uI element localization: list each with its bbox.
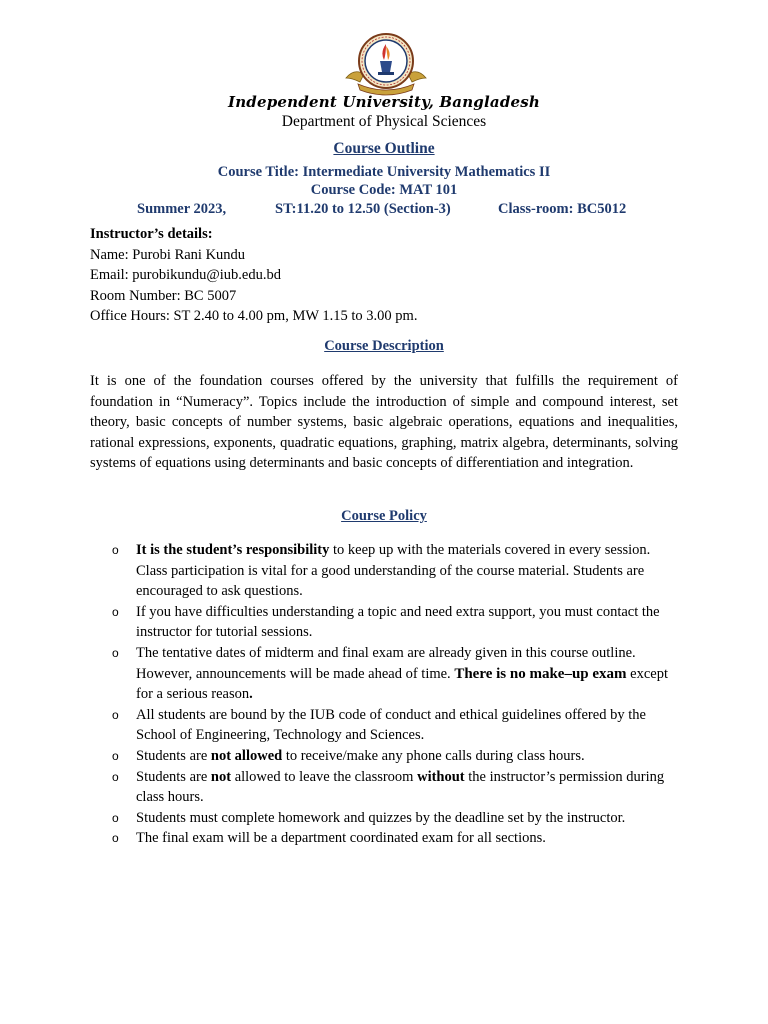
- course-classroom: Class-room: BC5012: [498, 201, 627, 217]
- bullet-icon: o: [112, 831, 119, 846]
- bullet-icon: o: [112, 769, 119, 784]
- instructor-office-hours: Office Hours: ST 2.40 to 4.00 pm, MW 1.15 to 3.00 pm.: [90, 308, 418, 325]
- policy-emphasis: not allowed: [210, 747, 283, 764]
- bullet-icon: o: [112, 748, 119, 763]
- course-code: Course Code: MAT 101: [310, 182, 458, 198]
- policy-text: The tentative dates of midterm and final exam are already given in this course outline. However, announcements will be made ahead of time.: [136, 644, 636, 682]
- course-description-heading: Course Description: [324, 338, 444, 354]
- course-outline-title: Course Outline: [333, 140, 435, 157]
- department-name: Department of Physical Sciences: [281, 113, 487, 130]
- course-schedule: ST:11.20 to 12.50 (Section-3): [275, 201, 451, 217]
- policy-item: [0, 705, 676, 746]
- instructor-heading: Instructor’s details:: [90, 226, 213, 242]
- policy-item: [0, 767, 676, 808]
- course-semester: Summer 2023,: [137, 201, 227, 217]
- instructor-name: Name: Purobi Rani Kundu: [90, 246, 246, 263]
- bullet-icon: o: [112, 604, 119, 619]
- course-title: Course Title: Intermediate University Mathematics II: [217, 164, 551, 180]
- instructor-details: [90, 224, 417, 327]
- bullet-icon: o: [112, 707, 119, 722]
- course-policy-list: [0, 540, 768, 849]
- policy-text: Students are: [136, 768, 211, 785]
- policy-emphasis: There is no make–up exam: [454, 665, 627, 682]
- policy-item: [0, 808, 676, 829]
- policy-emphasis: .: [249, 686, 253, 703]
- policy-text: to receive/make any phone calls during class hours.: [282, 747, 585, 764]
- policy-text: Students must complete homework and quizzes by the deadline set by the instructor.: [136, 809, 626, 826]
- policy-item: [0, 828, 676, 849]
- policy-emphasis: without: [417, 768, 465, 785]
- policy-text: allowed to leave the classroom: [231, 768, 418, 785]
- bullet-icon: o: [112, 810, 119, 825]
- instructor-room: Room Number: BC 5007: [90, 287, 237, 304]
- university-seal-icon: [340, 28, 432, 96]
- policy-item: [0, 540, 676, 602]
- policy-item: [0, 746, 676, 767]
- policy-text: except for a serious reason: [136, 665, 669, 703]
- bullet-icon: o: [112, 645, 119, 660]
- instructor-email: Email: purobikundu@iub.edu.bd: [90, 267, 281, 284]
- policy-text: The final exam will be a department coordinated exam for all sections.: [136, 830, 546, 847]
- policy-item: [0, 602, 676, 643]
- course-description-text: It is one of the foundation courses offered by the university that fulfills the requirement of foundation in “Numeracy”. Topics include the introduction of simple and compound interest, set theory, basic concepts of number systems, basic algebraic operations, equations and inequalities, rational expressions, exponents, quadratic equations, graphing, matrix algebra, determinants, solving systems of equations using determinants and basic concepts of differentiation and integration.: [90, 373, 678, 472]
- policy-text: Students are: [136, 747, 211, 764]
- bullet-icon: o: [112, 543, 119, 557]
- policy-emphasis: It is the student’s responsibility: [136, 542, 330, 558]
- policy-text: If you have difficulties understanding a topic and need extra support, you must contact the instructor for tutorial sessions.: [136, 603, 660, 641]
- policy-item: [0, 643, 676, 705]
- policy-text: the instructor’s permission during class hours.: [136, 768, 665, 806]
- policy-emphasis: not: [210, 768, 232, 785]
- course-policy-heading: Course Policy: [341, 508, 427, 524]
- policy-text: to keep up with the materials covered in every session. Class participation is vital for a good understanding of the course material. Students are encouraged to ask questions.: [136, 542, 651, 600]
- policy-text: All students are bound by the IUB code of conduct and ethical guidelines offered by the School of Engineering, Technology and Sciences.: [136, 706, 646, 744]
- university-name: Independent University, Bangladesh: [227, 93, 540, 111]
